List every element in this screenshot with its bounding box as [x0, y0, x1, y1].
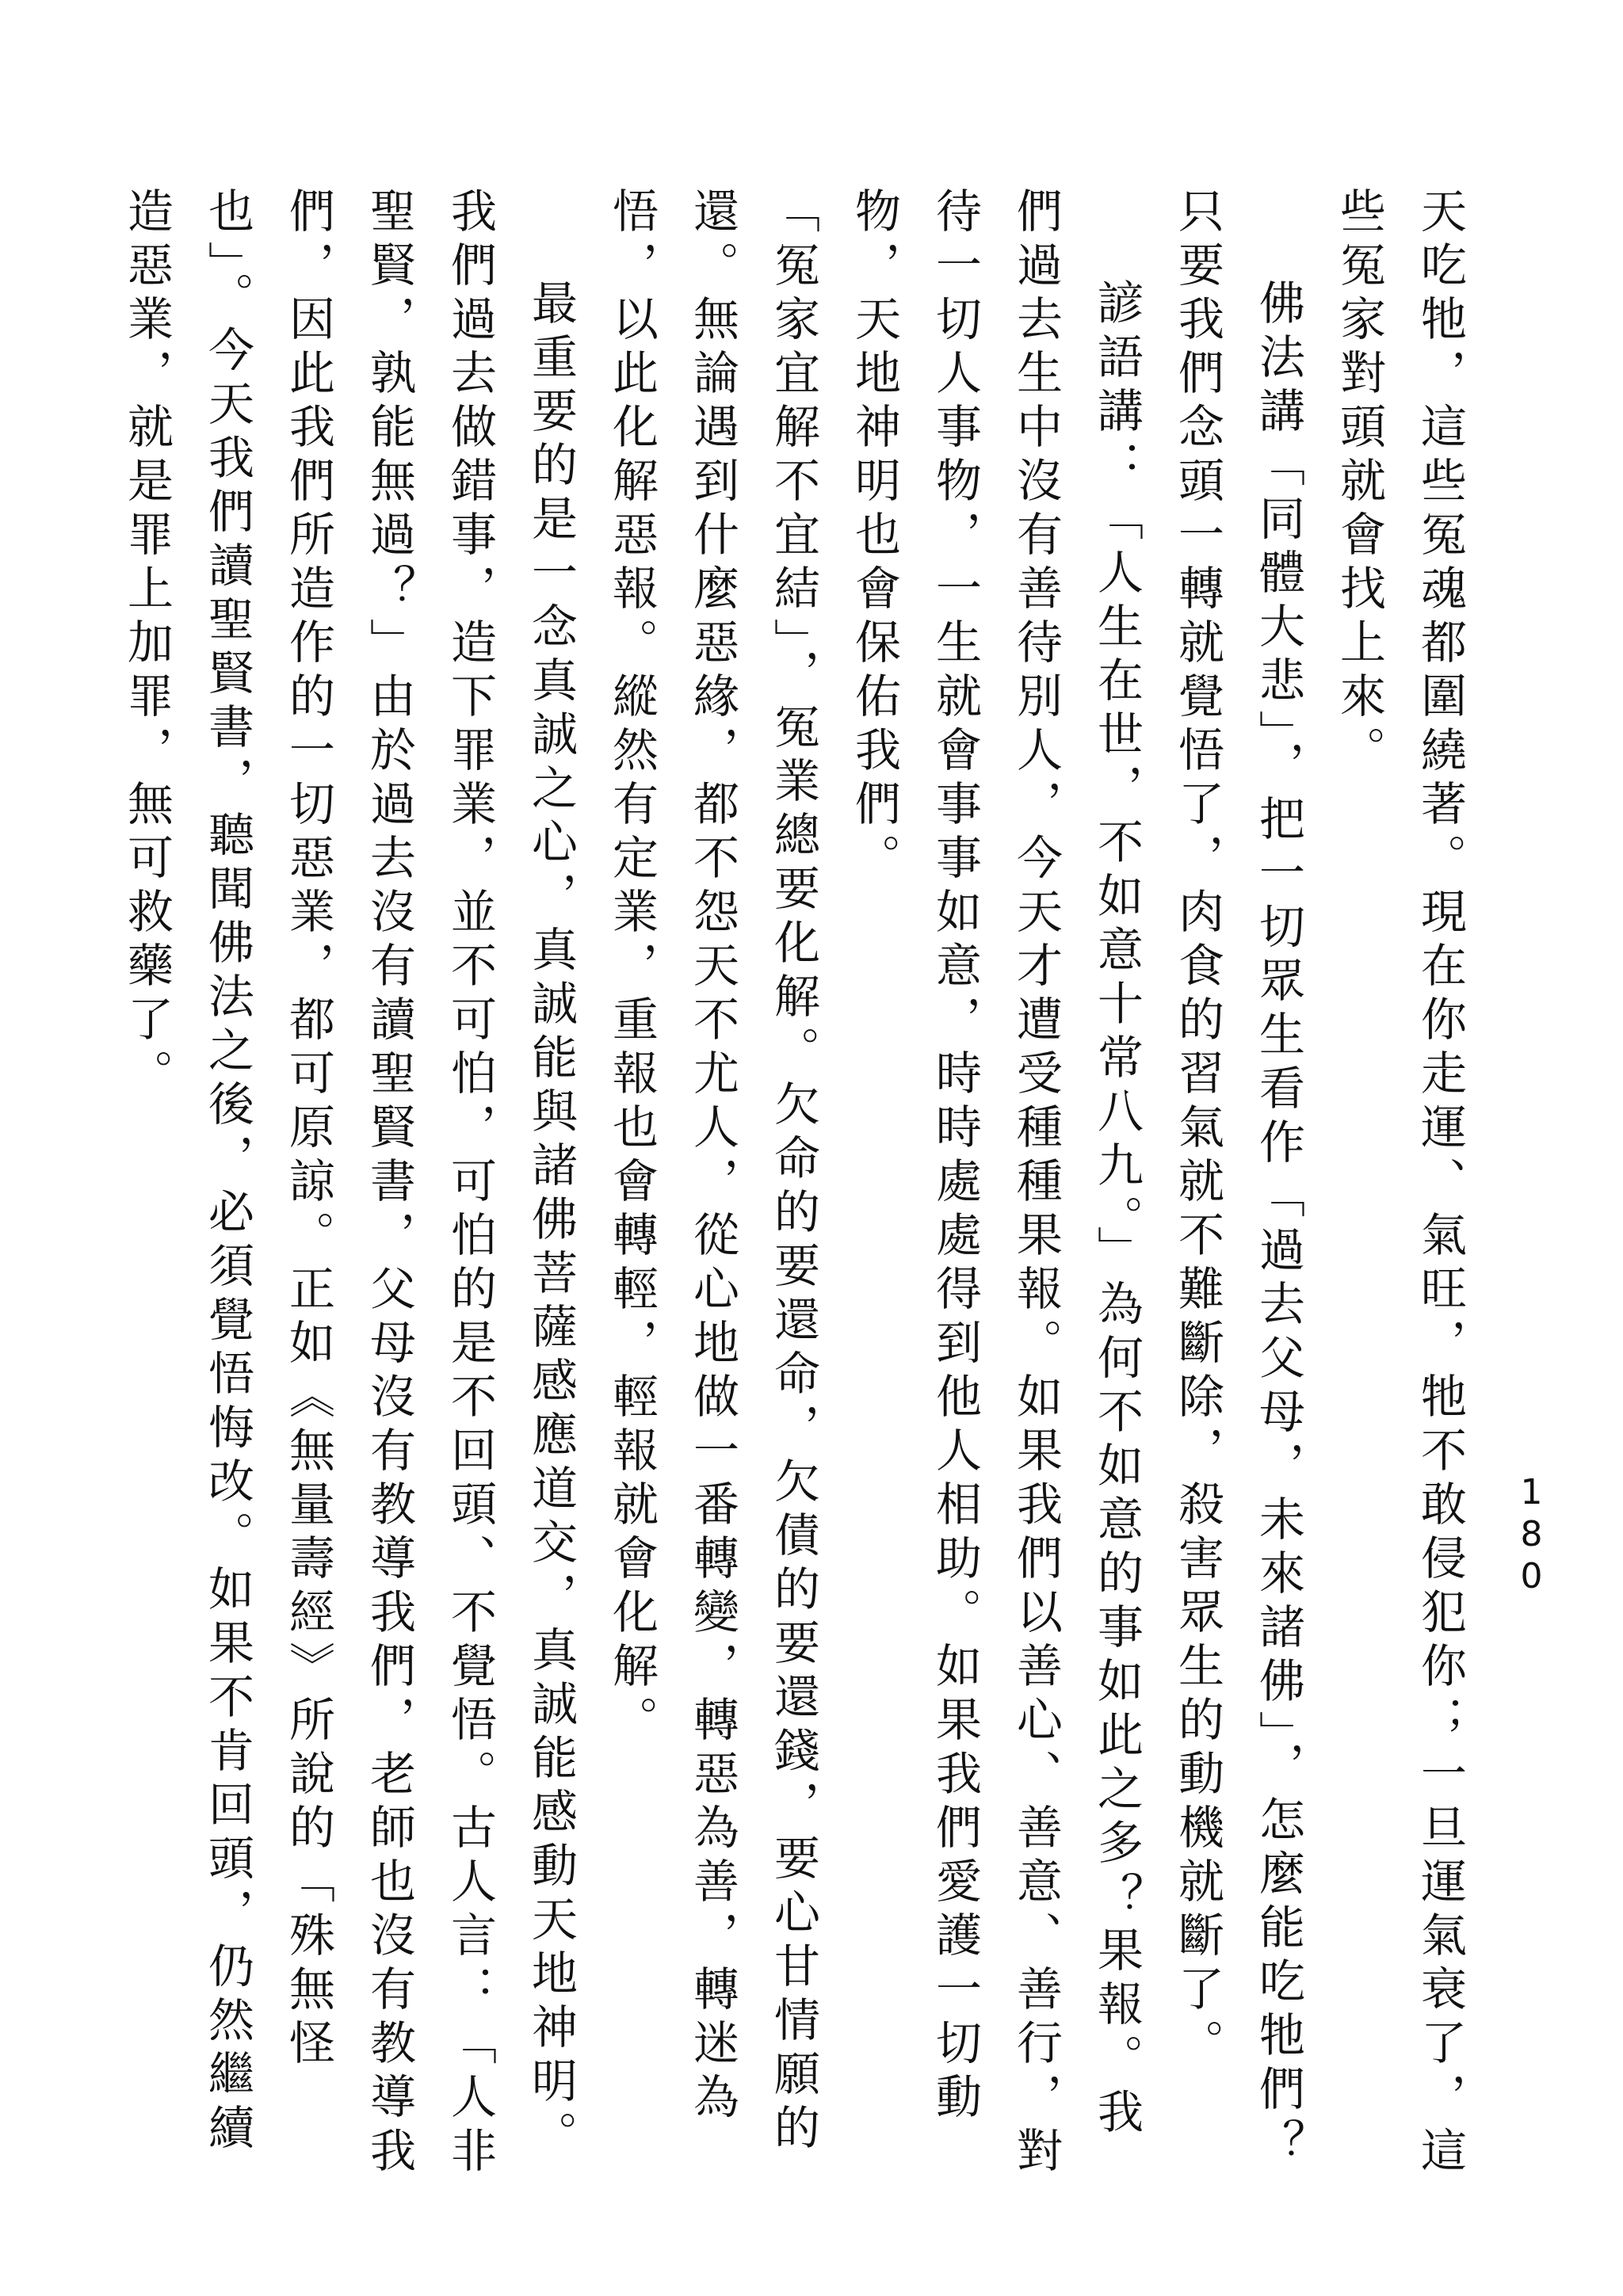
paragraph-5: 最重要的是一念真誠之心，真誠能與諸佛菩薩感應道交，真誠能感動天地神明。我們過去做錯事，造下罪業，並不可怕，可怕的是不回頭、不覺悟。古人言：「人非聖賢，孰能無過？」由於過去沒有讀聖賢書，父母沒有教導我們，老師也沒有教導我們，因此我們所造作的一切惡業，都可原諒。正如《無量壽經》所說的「殊無怪也」。今天我們讀聖賢書，聽聞佛法之後，必須覺悟悔改。如果不肯回頭，仍然繼續造惡業，就是罪上加罪，無可救藥了。 [120, 187, 578, 2180]
vertical-text-body [120, 187, 1480, 2183]
paragraph-1: 天吃牠，這些冤魂都圍繞著。現在你走運、氣旺，牠不敢侵犯你；一旦運氣衰了，這些冤家對頭就會找上來。 [1332, 187, 1467, 2180]
paragraph-4: 「冤家宜解不宜結」，冤業總要化解。欠命的要還命，欠債的要還錢，要心甘情願的還。無論遇到什麼惡緣，都不怨天不尤人，從心地做一番轉變，轉惡為善，轉迷為悟，以此化解惡報。縱然有定業，重報也會轉輕，輕報就會化解。 [605, 187, 820, 2157]
page-number: 180 [1511, 1472, 1552, 1598]
paragraph-3: 諺語講：「人生在世，不如意十常八九。」為何不如意的事如此之多？果報。我們過去生中沒有善待別人，今天才遭受種種果報。如果我們以善心、善意、善行，對待一切人事物，一生就會事事如意，時時處處得到他人相助。如果我們愛護一切動物，天地神明也會保佑我們。 [847, 187, 1144, 2180]
paragraph-2: 佛法講「同體大悲」，把一切眾生看作「過去父母，未來諸佛」，怎麼能吃牠們？只要我們念頭一轉就覺悟了，肉食的習氣就不難斷除，殺害眾生的動機就斷了。 [1170, 187, 1305, 2172]
